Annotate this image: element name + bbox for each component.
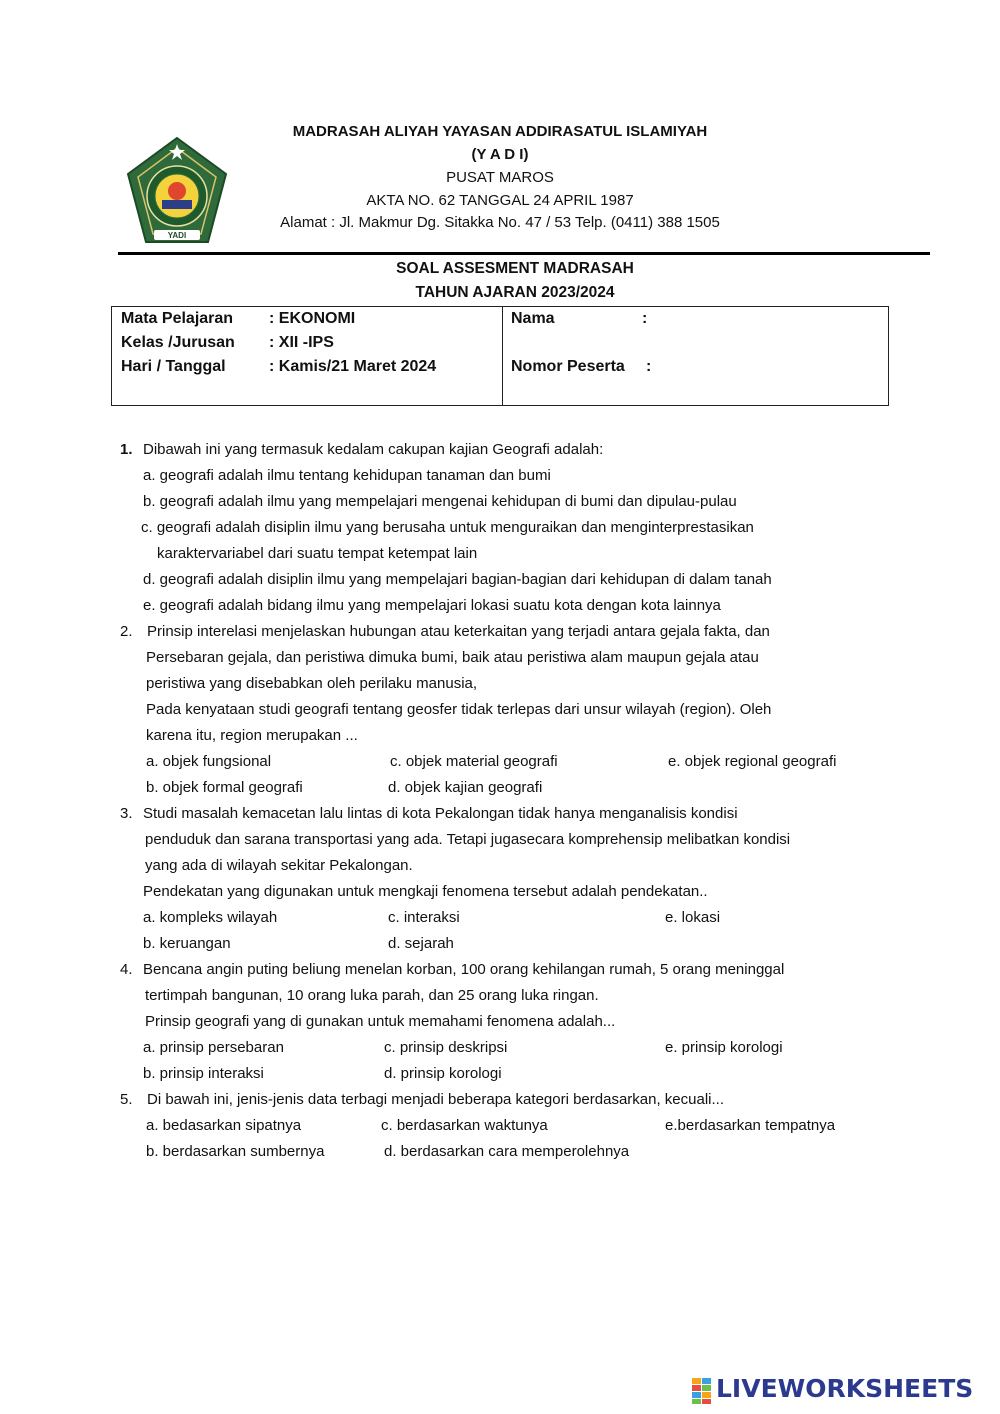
question-text: Dibawah ini yang termasuk kedalam cakupan kajian Geografi adalah: — [143, 441, 604, 458]
option-continuation: karaktervariabel dari suatu tempat ketempat lain — [157, 545, 478, 562]
option[interactable]: a. prinsip persebaran — [143, 1039, 284, 1056]
school-abbrev: (Y A D I) — [471, 146, 529, 163]
option[interactable]: c. berdasarkan waktunya — [381, 1117, 548, 1134]
question-text: Prinsip interelasi menjelaskan hubungan atau keterkaitan yang terjadi antara gejala fakta, dan — [147, 623, 770, 640]
option[interactable]: e. objek regional geografi — [668, 753, 837, 770]
option[interactable]: b. geografi adalah ilmu yang mempelajari mengenai kehidupan di bumi dan dipulau-pulau — [143, 493, 737, 510]
info-divider — [502, 307, 503, 405]
option[interactable]: b. objek formal geografi — [146, 779, 303, 796]
question-number: 1. — [120, 441, 133, 458]
header-divider — [118, 252, 930, 255]
option[interactable]: c. interaksi — [388, 909, 460, 926]
name-label: Nama — [511, 310, 555, 327]
question-text: peristiwa yang disebabkan oleh perilaku manusia, — [146, 675, 478, 692]
option[interactable]: a. geografi adalah ilmu tentang kehidupan tanaman dan bumi — [143, 467, 551, 484]
question-text: Pada kenyataan studi geografi tentang geosfer tidak terlepas dari unsur wilayah (region). Oleh — [146, 701, 772, 718]
date-value: : Kamis/21 Maret 2024 — [269, 358, 437, 375]
option[interactable]: d. sejarah — [388, 935, 454, 952]
question-text: Bencana angin puting beliung menelan korban, 100 orang kehilangan rumah, 5 orang meninggal — [143, 961, 785, 978]
school-address: Alamat : Jl. Makmur Dg. Sitakka No. 47 / 53 Telp. (0411) 388 1505 — [280, 214, 720, 231]
subject-value: : EKONOMI — [269, 310, 356, 327]
question-text: Studi masalah kemacetan lalu lintas di kota Pekalongan tidak hanya menganalisis kondisi — [143, 805, 738, 822]
option[interactable]: c. geografi adalah disiplin ilmu yang berusaha untuk menguraikan dan menginterprestasikan — [141, 519, 754, 536]
subject-label: Mata Pelajaran — [121, 310, 234, 327]
question-text: tertimpah bangunan, 10 orang luka parah, dan 25 orang luka ringan. — [145, 987, 599, 1004]
question-text: yang ada di wilayah sekitar Pekalongan. — [145, 857, 413, 874]
option[interactable]: e.berdasarkan tempatnya — [665, 1117, 836, 1134]
option[interactable]: b. berdasarkan sumbernya — [146, 1143, 325, 1160]
option[interactable]: d. objek kajian geografi — [388, 779, 543, 796]
option[interactable]: e. geografi adalah bidang ilmu yang mempelajari lokasi suatu kota dengan kota lainnya — [143, 597, 721, 614]
school-location: PUSAT MAROS — [446, 169, 554, 186]
question-text: Prinsip geografi yang di gunakan untuk memahami fenomena adalah... — [145, 1013, 616, 1030]
logo-text: YADI — [167, 231, 187, 240]
exam-info-box — [111, 306, 889, 406]
school-name: MADRASAH ALIYAH YAYASAN ADDIRASATUL ISLAMIYAH — [292, 123, 708, 140]
option[interactable]: c. objek material geografi — [390, 753, 558, 770]
class-value: : XII -IPS — [269, 334, 334, 351]
exam-title: SOAL ASSESMENT MADRASAH — [396, 260, 634, 277]
class-label: Kelas /Jurusan — [121, 334, 235, 351]
option[interactable]: b. prinsip interaksi — [143, 1065, 264, 1082]
participant-number-value[interactable]: : — [646, 358, 652, 375]
school-deed: AKTA NO. 62 TANGGAL 24 APRIL 1987 — [366, 192, 634, 209]
option[interactable]: e. prinsip korologi — [665, 1039, 783, 1056]
exam-year: TAHUN AJARAN 2023/2024 — [415, 284, 615, 301]
question-text: Pendekatan yang digunakan untuk mengkaji fenomena tersebut adalah pendekatan.. — [143, 883, 708, 900]
option[interactable]: d. berdasarkan cara memperolehnya — [384, 1143, 630, 1160]
question-text: Di bawah ini, jenis-jenis data terbagi menjadi beberapa kategori berdasarkan, kecuali... — [147, 1091, 725, 1108]
option[interactable]: d. geografi adalah disiplin ilmu yang mempelajari bagian-bagian dari kehidupan di dalam tanah — [143, 571, 772, 588]
name-value[interactable]: : — [642, 310, 648, 327]
question-text: Persebaran gejala, dan peristiwa dimuka bumi, baik atau peristiwa alam maupun gejala atau — [146, 649, 759, 666]
question-number: 5. — [120, 1091, 133, 1108]
question-number: 2. — [120, 623, 133, 640]
option[interactable]: b. keruangan — [143, 935, 231, 952]
liveworksheets-wordmark: LIVEWORKSHEETS — [716, 1374, 974, 1403]
liveworksheets-logo[interactable] — [692, 1376, 992, 1406]
question-text: karena itu, region merupakan ... — [146, 727, 358, 744]
option[interactable]: a. objek fungsional — [146, 753, 272, 770]
option[interactable]: c. prinsip deskripsi — [384, 1039, 508, 1056]
option[interactable]: a. bedasarkan sipatnya — [146, 1117, 302, 1134]
option[interactable]: d. prinsip korologi — [384, 1065, 502, 1082]
question-text: penduduk dan sarana transportasi yang ada. Tetapi jugasecara komprehensip melibatkan kondisi — [145, 831, 791, 848]
date-label: Hari / Tanggal — [121, 358, 226, 375]
liveworksheets-icon — [692, 1378, 712, 1404]
question-number: 3. — [120, 805, 133, 822]
option[interactable]: a. kompleks wilayah — [143, 909, 278, 926]
participant-number-label: Nomor Peserta — [511, 358, 625, 375]
option[interactable]: e. lokasi — [665, 909, 721, 926]
question-number: 4. — [120, 961, 133, 978]
